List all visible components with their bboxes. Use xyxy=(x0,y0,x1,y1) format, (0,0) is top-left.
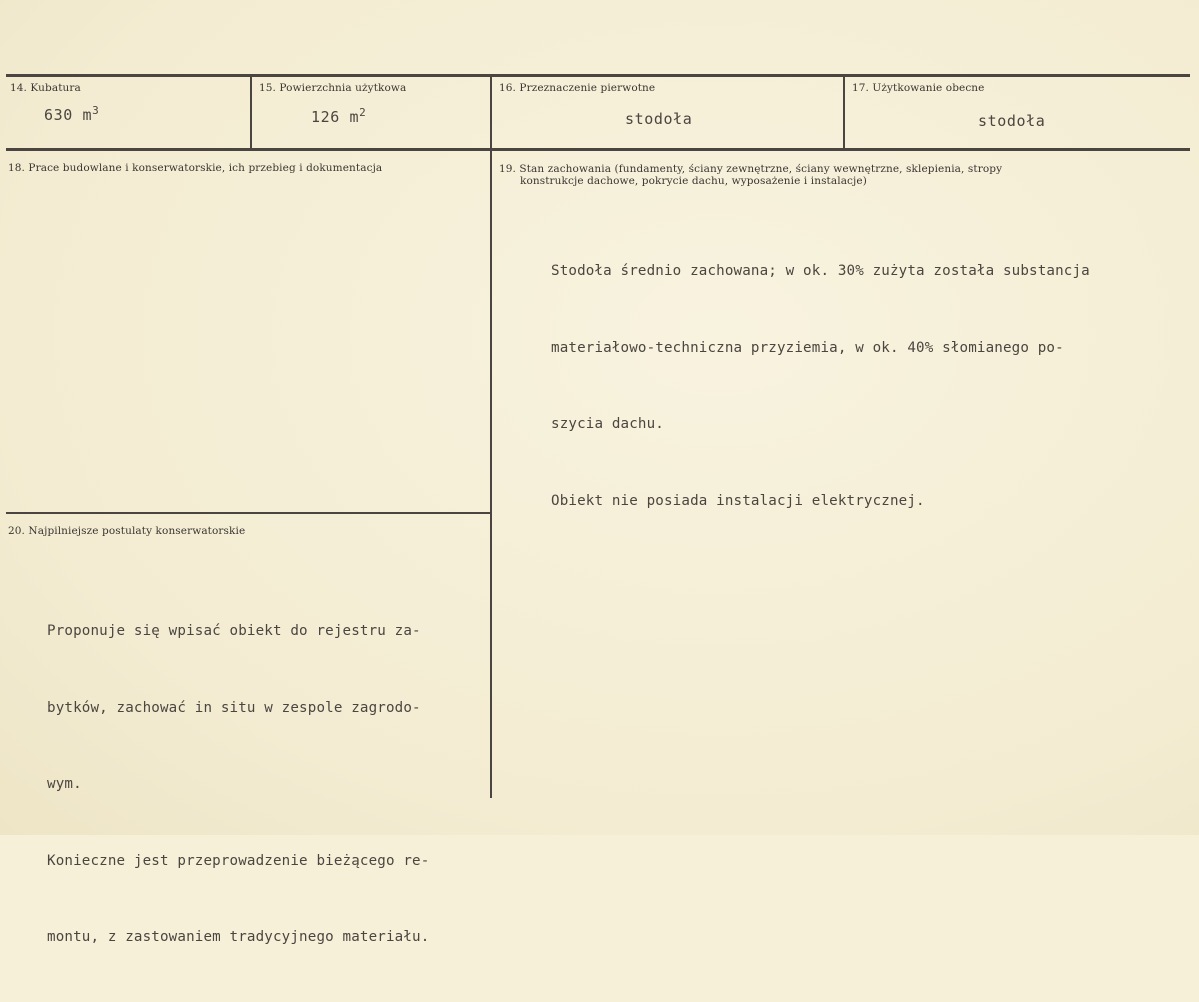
field-15-value xyxy=(311,106,366,126)
field-18-label: 18. Prace budowlane i konserwatorskie, ich przebieg i dokumentacja xyxy=(8,162,383,174)
top-rule xyxy=(6,74,1190,77)
field-14-label: 14. Kubatura xyxy=(10,82,81,94)
field-20-line: bytków, zachować in situ w zespole zagrodo- xyxy=(47,699,421,716)
field-19-line: Obiekt nie posiada instalacji elektrycznej. xyxy=(551,492,925,509)
field-19-text xyxy=(551,208,1090,565)
field-16-label: 16. Przeznaczenie pierwotne xyxy=(499,82,656,94)
divider-14-15 xyxy=(250,76,252,148)
field-16-value: stodoła xyxy=(625,110,693,128)
field-17-value: stodoła xyxy=(978,112,1046,130)
field-20-text xyxy=(47,568,429,1002)
divider-16-17 xyxy=(843,76,845,148)
field-19-label-line1: 19. Stan zachowania (fundamenty, ściany zewnętrzne, ściany wewnętrzne, sklepienia, stropy xyxy=(499,163,1003,175)
middle-rule xyxy=(6,148,1190,151)
divider-main xyxy=(490,76,492,798)
field-20-line: Proponuje się wpisać obiekt do rejestru za- xyxy=(47,623,421,639)
field-15-value-text: 126 m xyxy=(311,108,360,126)
field-15-label: 15. Powierzchnia użytkowa xyxy=(259,82,407,94)
field-14-value xyxy=(44,104,99,124)
field-20-line: wym. xyxy=(47,776,82,792)
field-14-value-text: 630 m xyxy=(44,106,93,124)
field-15-value-exponent: 2 xyxy=(359,106,367,119)
field-17-label: 17. Użytkowanie obecne xyxy=(852,82,985,94)
field-14-value-exponent: 3 xyxy=(92,104,100,117)
field-19-line: szycia dachu. xyxy=(551,416,664,432)
section-20-rule xyxy=(6,512,490,514)
field-19-label-line2: konstrukcje dachowe, pokrycie dachu, wyposażenie i instalacje) xyxy=(520,175,867,187)
field-20-line: montu, z zastowaniem tradycyjnego materiału. xyxy=(47,929,430,945)
field-20-line: Konieczne jest przeprowadzenie bieżącego re- xyxy=(47,852,430,869)
field-19-line: Stodoła średnio zachowana; w ok. 30% zużyta została substancja xyxy=(551,263,1090,279)
field-19-line: materiałowo-techniczna przyziemia, w ok. 40% słomianego po- xyxy=(551,339,1064,356)
field-20-label: 20. Najpilniejsze postulaty konserwatorskie xyxy=(8,525,246,537)
